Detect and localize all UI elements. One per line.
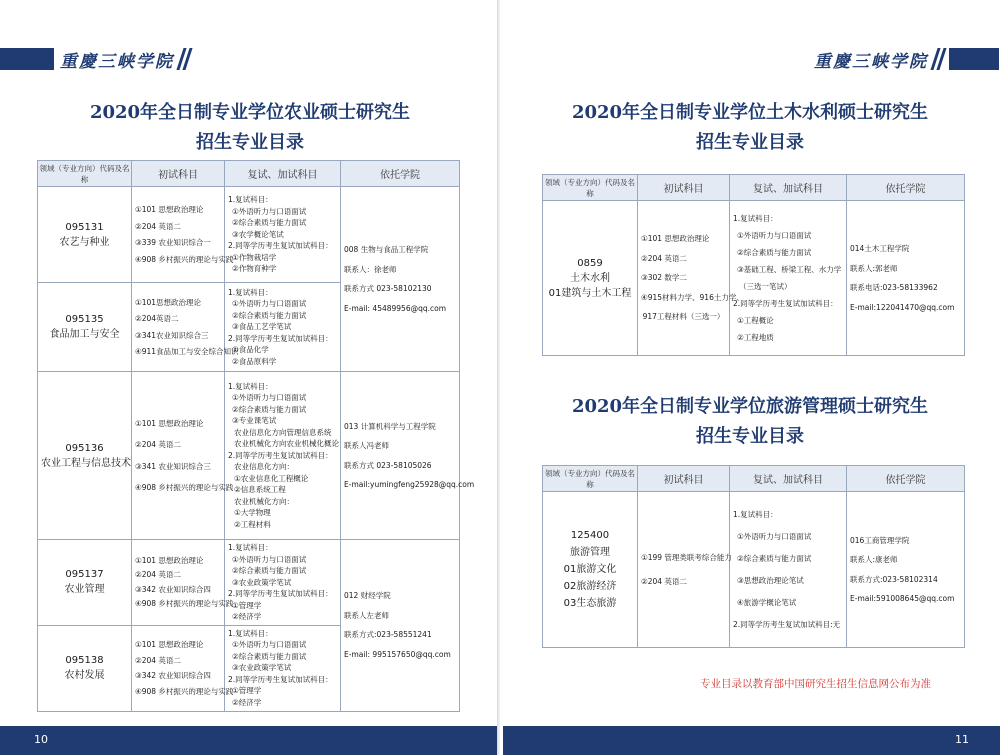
exam-item: ①199 管理类联考综合能力 [641, 553, 732, 562]
exam-item: ①101 思想政治理论 [135, 555, 204, 565]
table-row [38, 540, 460, 626]
brand-bar [0, 48, 54, 70]
col-header-exam: 初试科目 [132, 161, 225, 187]
field-code: 125400 [570, 530, 610, 541]
exam-item: ④915材料力学、916土力学、 [641, 292, 744, 302]
field-name: 农业工程与信息技术 [41, 457, 131, 469]
exam-cell [132, 625, 234, 711]
college-contact: 联系人冯老师 [344, 441, 389, 450]
brand-stripes [934, 48, 943, 70]
field-direction: 03生态旅游 [563, 598, 617, 609]
col-header-exam: 初试科目 [638, 175, 730, 201]
college-contact: 联系人:郭老师 [850, 263, 898, 273]
exam-item: ②204 英语二 [641, 253, 687, 263]
retest-item: ①管理学 [232, 686, 262, 696]
field-code-cell [38, 283, 132, 372]
table-row [38, 372, 460, 540]
retest-item: 1.复试科目： [228, 381, 273, 391]
exam-item: ④908 乡村振兴的理论与实践 [135, 599, 234, 609]
col-header-retest: 复试、加试科目 [225, 161, 341, 187]
college-name: 012 财经学院 [344, 591, 391, 601]
retest-item: ④旅游学概论笔试 [737, 597, 797, 607]
field-code: 095138 [65, 655, 104, 666]
exam-cell [132, 187, 234, 283]
exam-item: ①101 思想政治理论 [135, 205, 204, 214]
retest-item: ②食品原料学 [232, 356, 277, 366]
field-code: 095131 [65, 221, 104, 233]
retest-cell [225, 625, 341, 711]
college-phone: 联系方式 023-58105026 [344, 460, 432, 470]
page-number-right: 11 [955, 733, 969, 746]
retest-item: ③基础工程、桥梁工程、水力学 [737, 265, 842, 274]
brand-bar [949, 48, 999, 70]
footer-bar-left [0, 726, 497, 755]
retest-item: ②作物育种学 [232, 264, 277, 274]
col-header-college: 依托学院 [341, 161, 460, 187]
brand-header-left [0, 46, 189, 72]
retest-item: ③农业政策学笔试 [232, 577, 292, 587]
retest-item: ①农业信息化工程概论 [234, 473, 309, 483]
retest-item: ②综合素质与能力面试 [232, 651, 307, 661]
retest-item: 1.复试科目： [733, 214, 778, 223]
catalog-note: 专业目录以教育部中国研究生招生信息网公布为准 [700, 678, 931, 690]
college-email: E-mail: 45489956@qq.com [344, 303, 447, 313]
tourism-catalog-table [542, 465, 965, 648]
retest-item: ②综合素质与能力面试 [232, 310, 307, 320]
exam-item: ③341农业知识综合三 [135, 330, 209, 340]
college-contact: 联系人：徐老师 [344, 264, 397, 274]
field-code: 095136 [65, 442, 104, 454]
retest-item: 农业信息化方向管理信息系统 [234, 427, 332, 437]
retest-item: 农业机械化方向农业机械化概论 [234, 439, 339, 449]
retest-item: 2.同等学历考生复试加试科目： [228, 589, 333, 598]
field-name: 食品加工与安全 [49, 329, 120, 340]
exam-cell [638, 492, 730, 648]
tourism-title-line2: 招生专业目录 [696, 426, 804, 447]
field-direction: 02旅游经济 [563, 581, 617, 592]
retest-item: 2.同等学历考生复试加试科目： [733, 299, 838, 308]
retest-cell [730, 492, 847, 648]
retest-item: ③思想政治理论笔试 [737, 575, 804, 585]
brand-logo: 重慶三峡学院 [60, 51, 174, 72]
exam-item: ④908 乡村振兴的理论与实践 [135, 686, 234, 696]
retest-item: ②综合素质与能力面试 [232, 404, 307, 414]
retest-cell [225, 540, 341, 626]
retest-item: ②综合素质与能力面试 [232, 218, 307, 228]
col-header-retest: 复试、加试科目 [730, 175, 847, 201]
college-contact: 联系人左老师 [344, 610, 389, 620]
exam-item: ③342 农业知识综合四 [135, 584, 211, 594]
retest-item: ②工程材料 [234, 519, 271, 529]
exam-item: ③342 农业知识综合四 [135, 671, 211, 680]
retest-item: ①大学物理 [234, 508, 271, 518]
retest-item: ②经济学 [232, 612, 262, 621]
college-cell [341, 372, 475, 540]
retest-item: ②综合素质与能力面试 [232, 566, 307, 575]
retest-item: 1.复试科目： [228, 543, 273, 552]
col-header-college: 依托学院 [847, 175, 965, 201]
field-name: 农艺与种业 [59, 236, 110, 248]
retest-item: ①外语听力与口语面试 [232, 206, 307, 216]
civil-title [500, 98, 1000, 158]
retest-item: ②信息系统工程 [234, 485, 286, 495]
table-header-row [543, 175, 965, 201]
col-header-field: 领域（专业方向）代码及名称 [543, 466, 638, 492]
college-phone: 联系电话:023-58133962 [850, 283, 938, 292]
col-header-field: 领域（专业方向）代码及名称 [543, 175, 638, 201]
retest-item: 2.同等学历考生复试加试科目:无 [733, 619, 841, 629]
retest-item: ③农业政策学笔试 [232, 663, 292, 673]
agri-title-line2: 招生专业目录 [196, 132, 304, 153]
exam-item: ④908 乡村振兴的理论与实践 [135, 254, 234, 264]
col-header-field: 领域（专业方向）代码及名称 [38, 161, 132, 187]
field-name: 农村发展 [64, 670, 105, 681]
civil-title-line1: 2020年全日制专业学位土木水利硕士研究生 [571, 102, 929, 123]
brand-logo: 重慶三峡学院 [814, 51, 928, 72]
retest-item: ③农学概论笔试 [232, 229, 284, 239]
exam-item: ③341 农业知识综合三 [135, 461, 211, 471]
retest-item: ①外语听力与口语面试 [232, 554, 307, 564]
retest-item: ①外语听力与口语面试 [232, 299, 307, 309]
exam-item: ①101思想政治理论 [135, 297, 202, 307]
civil-catalog-table [542, 174, 965, 356]
retest-item: ①工程概论 [737, 316, 774, 325]
retest-item: ②综合素质与能力面试 [737, 248, 812, 257]
retest-item: （三选一笔试） [739, 282, 792, 291]
field-code: 0859 [577, 257, 603, 269]
field-code-cell [543, 201, 638, 356]
retest-item: 2.同等学历考生复试加试科目： [228, 450, 333, 460]
exam-item: ②204 英语二 [135, 221, 181, 231]
college-email: E-mail:591008645@qq.com [850, 594, 955, 603]
field-code: 095137 [65, 569, 104, 581]
footer-bar-right [503, 726, 1000, 755]
agri-title-line1: 2020年全日制专业学位农业硕士研究生 [89, 102, 411, 123]
field-code-cell [38, 372, 132, 540]
brand-header-right [808, 46, 999, 72]
college-name: 014土木工程学院 [850, 244, 910, 253]
college-cell [341, 187, 460, 372]
exam-item: ③302 数学二 [641, 273, 687, 283]
college-cell [847, 492, 965, 648]
exam-item: ④908 乡村振兴的理论与实践 [135, 483, 234, 492]
retest-item: ③专业课笔试 [232, 416, 277, 426]
field-direction: 01建筑与土木工程 [548, 287, 632, 299]
exam-item: ①101 思想政治理论 [641, 234, 710, 244]
exam-item: ②204 英语二 [135, 570, 181, 580]
exam-item: ①101 思想政治理论 [135, 640, 204, 649]
retest-item: ①管理学 [232, 600, 262, 610]
retest-item: 农业信息化方向： [234, 462, 294, 472]
exam-cell [132, 540, 234, 626]
retest-item: ①外语听力与口语面试 [737, 531, 812, 541]
college-contact: 联系人:康老师 [850, 555, 898, 564]
table-row [543, 492, 965, 648]
col-header-exam: 初试科目 [638, 466, 730, 492]
retest-item: 2.同等学历考生复试加试科目： [228, 333, 333, 343]
field-code-cell [38, 540, 132, 626]
college-email: E-mail:yumingfeng25928@qq.com [344, 480, 475, 489]
retest-item: ①外语听力与口语面试 [232, 640, 307, 650]
field-code: 095135 [65, 314, 104, 325]
retest-item: ②综合素质与能力面试 [737, 553, 812, 563]
retest-item: ①食品化学 [232, 345, 269, 355]
exam-item: ②204 英语二 [641, 576, 687, 586]
retest-item: 1.复试科目： [228, 287, 273, 297]
agri-catalog-table [37, 160, 475, 712]
col-header-retest: 复试、加试科目 [730, 466, 847, 492]
retest-item: 2.同等学历考生复试加试科目： [228, 674, 333, 684]
college-name: 013 计算机科学与工程学院 [344, 421, 436, 431]
retest-item: 1.复试科目： [733, 509, 778, 519]
field-name: 农业管理 [64, 584, 105, 596]
college-cell [341, 540, 460, 712]
college-cell [847, 201, 965, 356]
table-header-row [543, 466, 965, 492]
exam-cell [132, 372, 234, 540]
college-email: E-mail:122041470@qq.com [850, 302, 955, 312]
retest-item: ②经济学 [232, 697, 262, 707]
table-header-row [38, 161, 460, 187]
field-name: 旅游管理 [570, 547, 610, 558]
college-name: 008 生物与食品工程学院 [344, 245, 429, 254]
tourism-title-line1: 2020年全日制专业学位旅游管理硕士研究生 [571, 396, 929, 417]
table-row [543, 201, 965, 356]
retest-item: 农业机械化方向： [234, 496, 294, 506]
retest-item: ②工程地质 [737, 333, 774, 342]
col-header-college: 依托学院 [847, 466, 965, 492]
agri-title [0, 98, 500, 158]
exam-item: 917工程材料（三选一） [642, 312, 725, 322]
field-code-cell [543, 492, 638, 648]
exam-cell [638, 201, 744, 356]
college-phone: 联系方式 023-58102130 [344, 284, 432, 293]
retest-item: 1.复试科目： [228, 628, 273, 638]
retest-item: ①作物栽培学 [232, 252, 277, 262]
table-row [38, 187, 460, 283]
exam-cell [132, 283, 239, 372]
retest-cell [730, 201, 847, 356]
exam-item: ②204 英语二 [135, 655, 181, 665]
retest-cell [225, 187, 341, 283]
college-phone: 联系方式:023-58102314 [850, 574, 938, 584]
exam-item: ②204 英语二 [135, 440, 181, 449]
exam-item: ④911食品加工与安全综合知识 [135, 347, 239, 356]
tourism-title [500, 392, 1000, 452]
retest-item: ①外语听力与口语面试 [232, 393, 307, 403]
college-phone: 联系方式:023-58551241 [344, 630, 432, 640]
civil-title-line2: 招生专业目录 [696, 132, 804, 153]
retest-cell [225, 372, 341, 540]
retest-item: 1.复试科目： [228, 195, 273, 205]
field-name: 土木水利 [570, 272, 610, 284]
college-name: 016工商管理学院 [850, 535, 910, 545]
field-direction: 01旅游文化 [563, 564, 617, 575]
page-number-left: 10 [34, 733, 48, 746]
retest-item: 2.同等学历考生复试加试科目： [228, 241, 333, 251]
college-email: E-mail: 995157650@qq.com [344, 649, 451, 659]
exam-item: ②204英语二 [135, 314, 179, 323]
retest-cell [225, 283, 341, 372]
field-code-cell [38, 187, 132, 283]
retest-item: ③食品工艺学笔试 [232, 322, 292, 332]
brand-stripes [180, 48, 189, 70]
exam-item: ③339 农业知识综合一 [135, 238, 211, 247]
field-code-cell [38, 625, 132, 711]
retest-item: ①外语听力与口语面试 [737, 231, 812, 240]
exam-item: ①101 思想政治理论 [135, 418, 204, 428]
